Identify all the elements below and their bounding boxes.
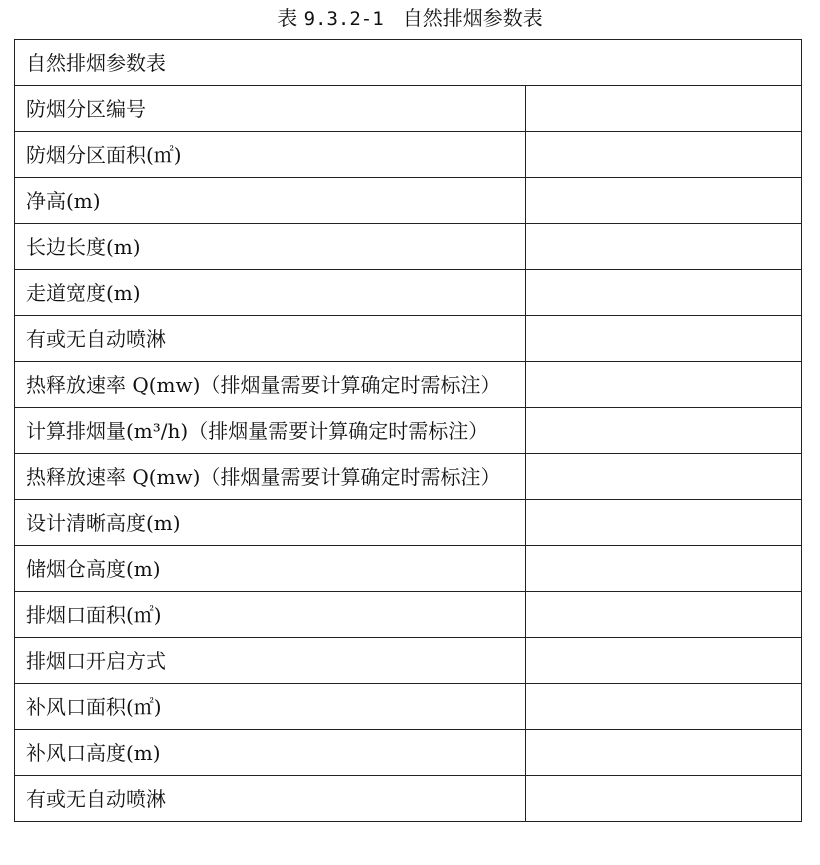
row-value-cell[interactable] xyxy=(526,362,802,408)
smoke-exhaust-parameter-table xyxy=(14,39,802,822)
row-label: 防烟分区面积(㎡) xyxy=(15,132,526,178)
table-row xyxy=(15,454,802,500)
row-value-cell[interactable] xyxy=(526,454,802,500)
row-label: 补风口高度(m) xyxy=(15,730,526,776)
row-value-cell[interactable] xyxy=(526,178,802,224)
caption-number: 9.3.2-1 xyxy=(303,8,384,30)
row-label: 热释放速率 Q(mw)（排烟量需要计算确定时需标注） xyxy=(15,362,526,408)
table-row xyxy=(15,776,802,822)
table-row xyxy=(15,546,802,592)
row-value-cell[interactable] xyxy=(526,224,802,270)
row-value-cell[interactable] xyxy=(526,638,802,684)
row-value-cell[interactable] xyxy=(526,132,802,178)
row-label: 补风口面积(㎡) xyxy=(15,684,526,730)
table-header-row xyxy=(15,40,802,86)
table-header-cell: 自然排烟参数表 xyxy=(15,40,802,86)
table-row xyxy=(15,86,802,132)
table-row xyxy=(15,270,802,316)
row-value-cell[interactable] xyxy=(526,500,802,546)
table-row xyxy=(15,408,802,454)
row-label: 计算排烟量(m³/h)（排烟量需要计算确定时需标注） xyxy=(15,408,526,454)
row-value-cell[interactable] xyxy=(526,86,802,132)
row-value-cell[interactable] xyxy=(526,592,802,638)
row-label: 有或无自动喷淋 xyxy=(15,776,526,822)
table-row xyxy=(15,224,802,270)
row-value-cell[interactable] xyxy=(526,730,802,776)
row-label: 净高(m) xyxy=(15,178,526,224)
row-label: 有或无自动喷淋 xyxy=(15,316,526,362)
row-label: 长边长度(m) xyxy=(15,224,526,270)
row-label: 防烟分区编号 xyxy=(15,86,526,132)
table-row xyxy=(15,684,802,730)
caption-title: 自然排烟参数表 xyxy=(402,6,543,30)
table-row xyxy=(15,500,802,546)
table-row xyxy=(15,178,802,224)
table-row xyxy=(15,362,802,408)
row-value-cell[interactable] xyxy=(526,316,802,362)
table-row xyxy=(15,316,802,362)
row-label: 走道宽度(m) xyxy=(15,270,526,316)
row-value-cell[interactable] xyxy=(526,684,802,730)
row-value-cell[interactable] xyxy=(526,270,802,316)
row-label: 热释放速率 Q(mw)（排烟量需要计算确定时需标注） xyxy=(15,454,526,500)
table-caption xyxy=(0,4,820,32)
row-value-cell[interactable] xyxy=(526,776,802,822)
table-row xyxy=(15,638,802,684)
row-value-cell[interactable] xyxy=(526,408,802,454)
row-label: 排烟口开启方式 xyxy=(15,638,526,684)
row-label: 设计清晰高度(m) xyxy=(15,500,526,546)
caption-prefix: 表 xyxy=(277,6,298,30)
table-row xyxy=(15,592,802,638)
table-row xyxy=(15,132,802,178)
row-value-cell[interactable] xyxy=(526,546,802,592)
row-label: 储烟仓高度(m) xyxy=(15,546,526,592)
table-row xyxy=(15,730,802,776)
row-label: 排烟口面积(㎡) xyxy=(15,592,526,638)
